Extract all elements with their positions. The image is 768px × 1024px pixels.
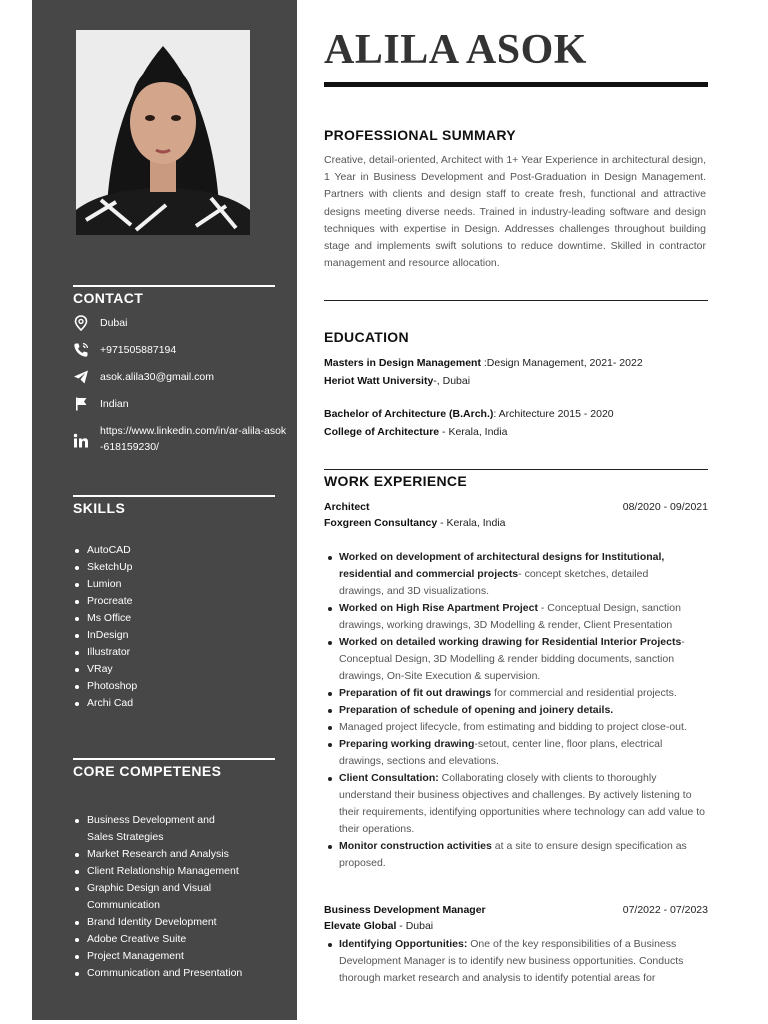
contact-divider — [73, 285, 275, 287]
phone-icon — [73, 342, 89, 358]
contact-phone-text: +971505887194 — [100, 344, 177, 356]
competence-item: Adobe Creative Suite — [73, 931, 288, 948]
name-underline — [324, 82, 708, 87]
job-2-company — [324, 918, 433, 934]
job-bullet — [324, 634, 708, 685]
job-1-dates: 08/2020 - 09/2021 — [622, 501, 708, 513]
bullet-bold: Worked on detailed working drawing for Residential Interior Projects — [339, 636, 682, 648]
degree-detail: :Design Management, 2021- 2022 — [480, 357, 643, 369]
school-name: Heriot Watt University — [324, 375, 434, 387]
work-heading: WORK EXPERIENCE — [324, 473, 467, 489]
skill-item: Ms Office — [73, 610, 288, 627]
school-location: -, Dubai — [433, 375, 471, 387]
bullet-text: at a site to ensure design specification as proposed. — [339, 840, 687, 869]
degree-name: Masters in Design Management — [324, 357, 481, 369]
bullet-text: - Conceptual Design, sanction drawings, working drawings, 3D Modelling & render, Client Presentation — [339, 602, 681, 631]
job-role: Business Development Manager — [324, 904, 486, 916]
company-location: - Dubai — [396, 920, 434, 932]
job-bullet — [324, 936, 708, 987]
company-location: - Kerala, India — [437, 517, 506, 529]
flag-icon — [73, 396, 89, 412]
job-2-dates: 07/2022 - 07/2023 — [622, 904, 708, 916]
bullet-bold: Preparing working drawing — [339, 738, 475, 750]
job-bullet — [324, 736, 708, 770]
job-role: Architect — [324, 501, 370, 513]
skill-item: VRay — [73, 661, 288, 678]
education-degree-2 — [324, 406, 614, 422]
school-name: College of Architecture — [324, 426, 440, 438]
bullet-text: Managed project lifecycle, from estimating and bidding to project close-out. — [339, 721, 687, 733]
skill-item: Archi Cad — [73, 695, 288, 712]
job-bullet — [324, 770, 708, 838]
send-icon — [73, 369, 89, 385]
contact-nationality — [73, 396, 288, 412]
competence-item: Graphic Design and Visual Communication — [73, 880, 217, 914]
company-name: Foxgreen Consultancy — [324, 517, 438, 529]
competence-item: Market Research and Analysis — [73, 846, 288, 863]
education-heading: EDUCATION — [324, 329, 409, 345]
bullet-text: One of the key responsibilities of a Business Development Manager is to identify new business opportunities. Conducts thorough market research and analysis to identify potential areas for — [339, 938, 684, 984]
education-school-1 — [324, 373, 470, 389]
candidate-name: ALILA ASOK — [324, 27, 587, 73]
job-1-company — [324, 515, 506, 531]
skill-item: Photoshop — [73, 678, 288, 695]
bullet-text: -setout, center line, floor plans, electrical drawings, sections and elevations. — [339, 738, 663, 767]
bullet-bold: Monitor construction activities — [339, 840, 492, 852]
portrait-image — [76, 30, 250, 235]
contact-email[interactable] — [73, 369, 288, 385]
competence-item: Business Development and Sales Strategies — [73, 812, 237, 846]
profile-photo — [76, 30, 250, 235]
skill-item: Procreate — [73, 593, 288, 610]
competences-divider — [73, 758, 275, 760]
job-1-role — [324, 499, 370, 515]
competence-item: Project Management — [73, 948, 288, 965]
job-bullet — [324, 549, 694, 600]
contact-linkedin[interactable] — [73, 423, 288, 455]
degree-detail: : Architecture 2015 - 2020 — [493, 408, 614, 420]
job-2-bullets — [324, 936, 708, 987]
competence-item: Brand Identity Development — [73, 914, 288, 931]
skills-heading: SKILLS — [73, 500, 126, 516]
bullet-text: - Conceptual Design, 3D Modelling & render bidding documents, sanction drawings, On-Site Execution & supervision. — [339, 636, 685, 682]
contact-nationality-text: Indian — [100, 398, 129, 410]
bullet-bold: Preparation of schedule of opening and joinery details. — [339, 704, 614, 716]
competences-heading: CORE COMPETENES — [73, 763, 222, 779]
location-icon — [73, 315, 89, 331]
contact-email-text: asok.alila30@gmail.com — [100, 371, 214, 383]
bullet-bold: Preparation of fit out drawings — [339, 687, 492, 699]
bullet-text: for commercial and residential projects. — [491, 687, 677, 699]
contact-phone[interactable] — [73, 342, 288, 358]
bullet-bold: Worked on High Rise Apartment Project — [339, 602, 538, 614]
competence-item: Client Relationship Management — [73, 863, 288, 880]
bullet-bold: Worked on development of architectural designs for Institutional, residential and commercial projects — [339, 551, 665, 580]
job-1-bullets — [324, 549, 708, 872]
linkedin-icon — [73, 433, 89, 449]
contact-location — [73, 315, 288, 331]
bullet-bold: Identifying Opportunities: — [339, 938, 468, 950]
skill-item: SketchUp — [73, 559, 288, 576]
company-name: Elevate Global — [324, 920, 397, 932]
education-divider — [324, 469, 708, 470]
sidebar — [32, 0, 297, 1020]
education-school-2 — [324, 424, 507, 440]
summary-divider — [324, 300, 708, 301]
summary-text: Creative, detail-oriented, Architect with 1+ Year Experience in architectural design, 1 Year in Business Development and Post-Graduation in Design Management. Partners with clients and design staff to create fresh, functional and attractive designs meeting diverse needs. Trained in industry-leading software and design techniques with expertise in Design. Addresses challenges throughout building stage and implements swift solutions to reduce downtime. Skilled in contractor management and resource allocation. — [324, 154, 706, 270]
skills-list — [73, 542, 288, 712]
job-bullet — [324, 702, 708, 719]
bullet-bold: Client Consultation: — [339, 772, 439, 784]
school-location: - Kerala, India — [439, 426, 508, 438]
contact-heading: CONTACT — [73, 290, 144, 306]
skills-divider — [73, 495, 275, 497]
skill-item: InDesign — [73, 627, 288, 644]
summary-heading: PROFESSIONAL SUMMARY — [324, 127, 516, 143]
job-bullet — [324, 719, 694, 736]
contact-linkedin-text: https://www.linkedin.com/in/ar-alila-asok-618159230/ — [100, 425, 287, 453]
bullet-text: Collaborating closely with clients to thoroughly understand their business objectives and challenges. By actively listening to their requirements, identifying opportunities where technology can add value to their operations. — [339, 772, 705, 835]
bullet-text: - concept sketches, detailed drawings, and 3D visualizations. — [339, 568, 649, 597]
skill-item: AutoCAD — [73, 542, 288, 559]
skill-item: Illustrator — [73, 644, 288, 661]
job-bullet — [324, 600, 708, 634]
job-bullet — [324, 685, 708, 702]
education-degree-1 — [324, 355, 643, 371]
job-bullet — [324, 838, 709, 872]
competences-list — [73, 812, 288, 982]
competence-item: Communication and Presentation — [73, 965, 288, 982]
job-2-role — [324, 902, 486, 918]
degree-name: Bachelor of Architecture (B.Arch.) — [324, 408, 494, 420]
contact-location-text: Dubai — [100, 317, 128, 329]
skill-item: Lumion — [73, 576, 288, 593]
